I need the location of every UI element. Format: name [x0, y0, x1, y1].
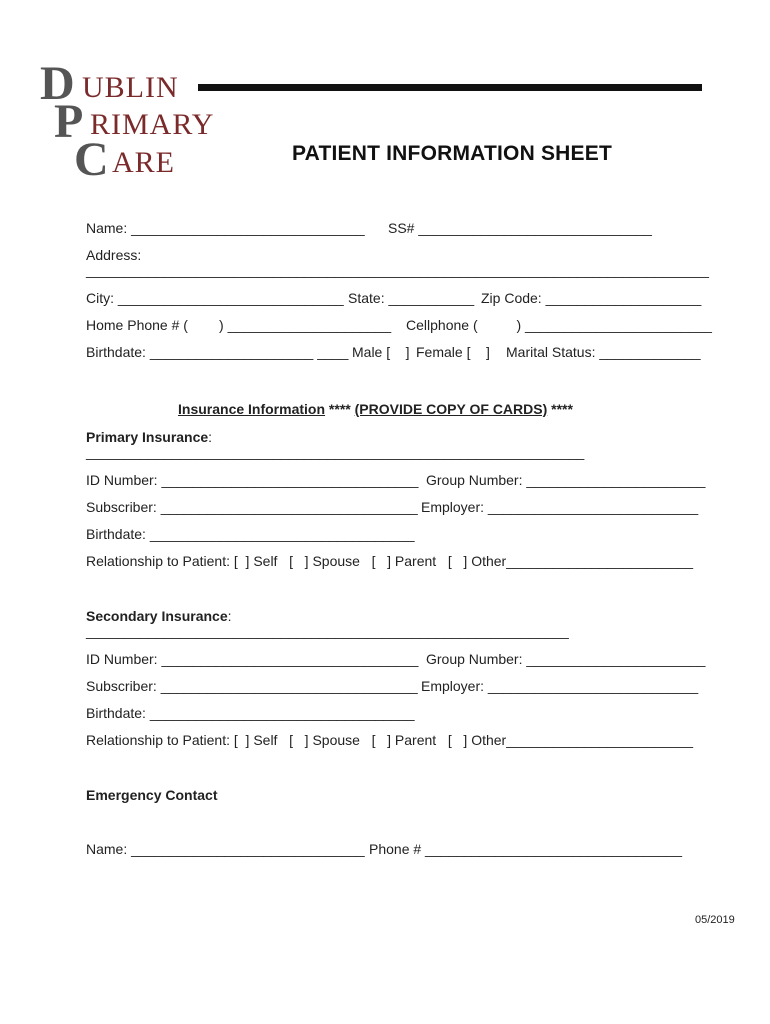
secondary-birthdate-field[interactable]: Birthdate: __________________________________ [86, 705, 415, 721]
logo-are: ARE [112, 146, 175, 179]
secondary-insurance-title: Secondary Insurance [86, 608, 228, 624]
primary-insurance-title: Primary Insurance [86, 429, 209, 445]
primary-group-number-field[interactable]: Group Number: _______________________ [426, 472, 706, 488]
insurance-heading-label: Insurance Information [178, 401, 326, 417]
logo-rimary: RIMARY [90, 108, 215, 141]
secondary-relationship-field[interactable]: Relationship to Patient: [ ] Self [ ] Spouse [ ] Parent [ ] Other________________________ [86, 732, 694, 748]
ss-number-field[interactable]: SS# ______________________________ [388, 220, 652, 236]
primary-insurance-colon: : [208, 429, 213, 445]
secondary-id-number-field[interactable]: ID Number: _________________________________ [86, 651, 419, 667]
primary-insurance-field[interactable]: ________________________________________________________________ [86, 444, 585, 460]
emergency-name-field[interactable]: Name: ______________________________ [86, 841, 365, 857]
secondary-insurance-colon: : [227, 608, 232, 624]
female-checkbox[interactable]: Female [ ] [416, 344, 490, 360]
city-field[interactable]: City: _____________________________ [86, 290, 344, 306]
address-field[interactable]: ________________________________________________________________________________ [86, 262, 709, 278]
home-phone-field[interactable]: Home Phone # ( ) _____________________ [86, 317, 392, 333]
logo-p: P [54, 95, 84, 148]
logo-d: D [40, 57, 75, 110]
cellphone-field[interactable]: Cellphone ( ) ________________________ [406, 317, 712, 333]
secondary-subscriber-field[interactable]: Subscriber: _________________________________ [86, 678, 418, 694]
emergency-phone-field[interactable]: Phone # _________________________________ [369, 841, 682, 857]
revision-date: 05/2019 [695, 914, 735, 926]
marital-status-field[interactable]: Marital Status: _____________ [506, 344, 701, 360]
emergency-contact-heading: Emergency Contact [86, 787, 218, 803]
logo-ublin: UBLIN [82, 71, 179, 104]
zip-code-field[interactable]: Zip Code: ____________________ [481, 290, 702, 306]
primary-subscriber-field[interactable]: Subscriber: _________________________________ [86, 499, 418, 515]
primary-relationship-field[interactable]: Relationship to Patient: [ ] Self [ ] Spouse [ ] Parent [ ] Other________________________ [86, 553, 694, 569]
page-title: PATIENT INFORMATION SHEET [292, 142, 612, 165]
primary-id-number-field[interactable]: ID Number: _________________________________ [86, 472, 419, 488]
patient-name-field[interactable]: Name: ______________________________ [86, 220, 365, 236]
secondary-insurance-label [86, 608, 232, 624]
primary-insurance-label [86, 429, 212, 445]
secondary-employer-field[interactable]: Employer: ___________________________ [421, 678, 699, 694]
practice-logo [40, 57, 230, 186]
state-field[interactable]: State: ___________ [348, 290, 475, 306]
header-rule [198, 84, 702, 91]
insurance-stars-right: **** [547, 401, 573, 417]
birthdate-field[interactable]: Birthdate: _____________________ ____ [86, 344, 349, 360]
male-checkbox[interactable]: Male [ ] [352, 344, 410, 360]
insurance-stars-left: **** [325, 401, 355, 417]
secondary-insurance-field[interactable]: ______________________________________________________________ [86, 623, 569, 639]
primary-employer-field[interactable]: Employer: ___________________________ [421, 499, 699, 515]
provide-copy-note: (PROVIDE COPY OF CARDS) [354, 401, 548, 417]
primary-birthdate-field[interactable]: Birthdate: __________________________________ [86, 526, 415, 542]
insurance-heading [178, 401, 573, 417]
logo-c: C [74, 133, 109, 186]
address-label: Address: [86, 247, 142, 263]
secondary-group-number-field[interactable]: Group Number: _______________________ [426, 651, 706, 667]
